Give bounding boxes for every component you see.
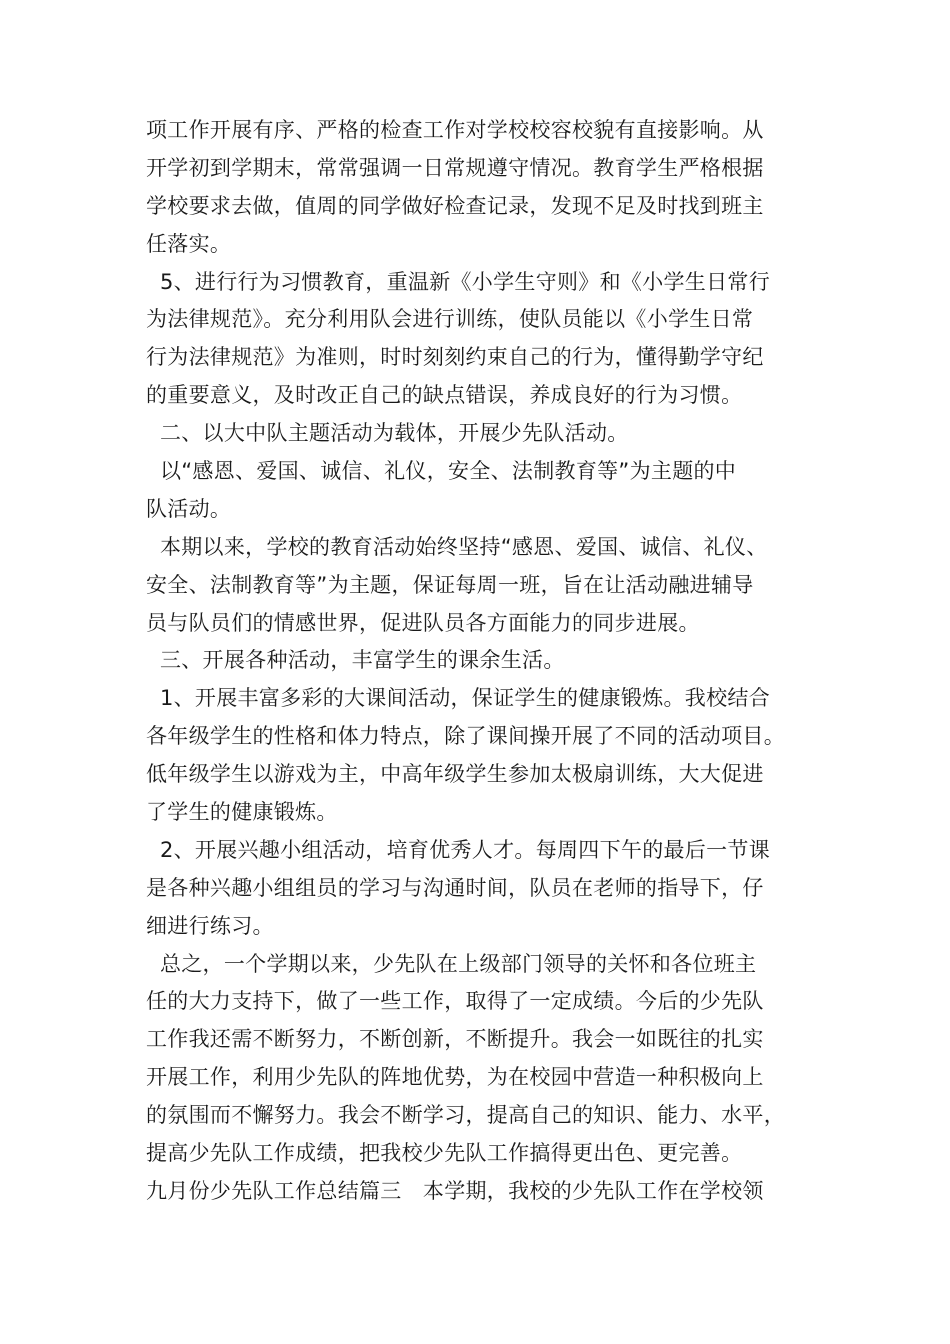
- text-line: 的重要意义，及时改正自己的缺点错误，养成良好的行为习惯。: [146, 383, 743, 408]
- text-line: 九月份少先队工作总结篇三 本学期，我校的少先队工作在学校领: [146, 1178, 764, 1203]
- text-line: 总之，一个学期以来，少先队在上级部门领导的关怀和各位班主: [146, 951, 757, 976]
- text-line: 工作我还需不断努力，不断创新，不断提升。我会一如既往的扎实: [146, 1027, 764, 1052]
- text-line: 各年级学生的性格和体力特点，除了课间操开展了不同的活动项目。: [146, 724, 785, 749]
- text-line: 本期以来，学校的教育活动始终坚持“感恩、爱国、诚信、礼仪、: [146, 534, 768, 559]
- text-line: 项工作开展有序、严格的检查工作对学校校容校貌有直接影响。从: [146, 118, 764, 142]
- section-heading: 三、开展各种活动，丰富学生的课余生活。: [146, 648, 565, 673]
- text-line: 了学生的健康锻炼。: [146, 800, 338, 825]
- text-line: 是各种兴趣小组组员的学习与沟通时间，队员在老师的指导下，仔: [146, 875, 764, 900]
- text-line: 以“感恩、爱国、诚信、礼仪，安全、法制教育等”为主题的中: [146, 459, 737, 484]
- text-line: 低年级学生以游戏为主，中高年级学生参加太极扇训练，大大促进: [146, 762, 764, 787]
- text-line: 开展工作，利用少先队的阵地优势，为在校园中营造一种积极向上: [146, 1065, 764, 1090]
- text-line: 5、进行行为习惯教育，重温新《小学生守则》和《小学生日常行: [146, 269, 771, 294]
- text-line: 为法律规范》。充分利用队会进行训练，使队员能以《小学生日常: [146, 307, 754, 332]
- text-line: 1、开展丰富多彩的大课间活动，保证学生的健康锻炼。我校结合: [146, 686, 771, 711]
- text-line: 安全、法制教育等”为主题，保证每周一班，旨在让活动融进辅导: [146, 572, 754, 597]
- text-line: 学校要求去做，值周的同学做好检查记录，发现不足及时找到班主: [146, 193, 764, 218]
- text-line: 的氛围而不懈努力。我会不断学习，提高自己的知识、能力、水平，: [146, 1103, 785, 1128]
- text-line: 员与队员们的情感世界，促进队员各方面能力的同步进展。: [146, 610, 700, 635]
- text-line: 开学初到学期末，常常强调一日常规遵守情况。教育学生严格根据: [146, 155, 764, 180]
- text-line: 任的大力支持下，做了一些工作，取得了一定成绩。今后的少先队: [146, 989, 764, 1014]
- text-line: 任落实。: [146, 231, 232, 256]
- text-line: 2、开展兴趣小组活动，培育优秀人才。每周四下午的最后一节课: [146, 837, 771, 862]
- text-line: 提高少先队工作成绩，把我校少先队工作搞得更出色、更完善。: [146, 1141, 743, 1166]
- text-line: 细进行练习。: [146, 913, 274, 938]
- text-line: 队活动。: [146, 496, 232, 521]
- document-body: [146, 112, 826, 1211]
- text-line: 行为法律规范》为准则，时时刻刻约束自己的行为，懂得勤学守纪: [146, 345, 764, 370]
- section-heading: 二、以大中队主题活动为载体，开展少先队活动。: [146, 421, 629, 446]
